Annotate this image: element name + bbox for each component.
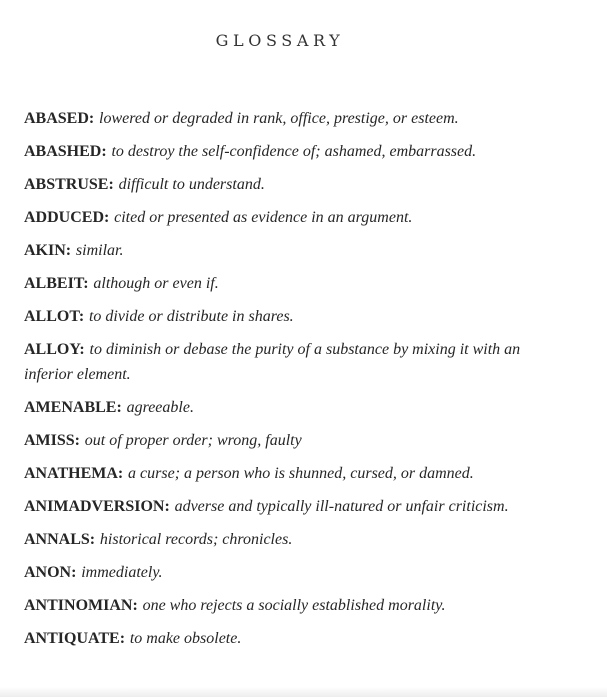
entry-term: ANNALS: [24, 531, 96, 548]
glossary-entry [24, 560, 559, 585]
glossary-entry [24, 494, 559, 519]
entry-definition: to destroy the self-confidence of; ashamed, embarrassed. [111, 143, 477, 160]
entry-definition: one who rejects a socially established morality. [142, 597, 446, 614]
glossary-entry [24, 428, 559, 453]
glossary-list [24, 106, 559, 659]
entry-term: AMENABLE: [24, 399, 122, 416]
entry-term: ABASHED: [24, 143, 107, 160]
entry-definition: historical records; chronicles. [99, 531, 293, 548]
entry-term: ANON: [24, 564, 77, 581]
entry-definition: to divide or distribute in shares. [88, 308, 294, 325]
entry-term: ANATHEMA: [24, 465, 124, 482]
entry-definition: to diminish or debase the purity of a substance by mixing it with an inferior element. [24, 341, 521, 383]
entry-term: ANIMADVERSION: [24, 498, 170, 515]
entry-term: ALLOY: [24, 341, 85, 358]
entry-term: ANTINOMIAN: [24, 597, 138, 614]
entry-term: ABSTRUSE: [24, 176, 114, 193]
glossary-entry [24, 527, 559, 552]
glossary-entry [24, 626, 559, 651]
entry-definition: out of proper order; wrong, faulty [84, 432, 302, 449]
glossary-entry [24, 304, 559, 329]
entry-term: ABASED: [24, 110, 95, 127]
entry-definition: similar. [75, 242, 124, 259]
entry-term: AKIN: [24, 242, 72, 259]
entry-definition: to make obsolete. [129, 630, 242, 647]
entry-definition: adverse and typically ill-natured or unfair criticism. [174, 498, 509, 515]
page-title: GLOSSARY [215, 31, 345, 50]
glossary-entry [24, 139, 559, 164]
entry-definition: immediately. [81, 564, 163, 581]
glossary-entry [24, 238, 559, 263]
glossary-entry [24, 337, 559, 387]
entry-term: AMISS: [24, 432, 81, 449]
entry-definition: difficult to understand. [118, 176, 265, 193]
glossary-entry [24, 205, 559, 230]
glossary-entry [24, 106, 559, 131]
entry-definition: agreeable. [126, 399, 194, 416]
entry-definition: lowered or degraded in rank, office, prestige, or esteem. [99, 110, 459, 127]
entry-definition: although or even if. [93, 275, 219, 292]
bottom-shadow [0, 687, 607, 697]
glossary-entry [24, 271, 559, 296]
entry-term: ALLOT: [24, 308, 85, 325]
glossary-entry [24, 593, 559, 618]
entry-term: ANTIQUATE: [24, 630, 126, 647]
entry-term: ADDUCED: [24, 209, 110, 226]
entry-definition: cited or presented as evidence in an argument. [114, 209, 413, 226]
entry-definition: a curse; a person who is shunned, cursed, or damned. [128, 465, 474, 482]
glossary-entry [24, 395, 559, 420]
glossary-entry [24, 461, 559, 486]
glossary-entry [24, 172, 559, 197]
entry-term: ALBEIT: [24, 275, 89, 292]
